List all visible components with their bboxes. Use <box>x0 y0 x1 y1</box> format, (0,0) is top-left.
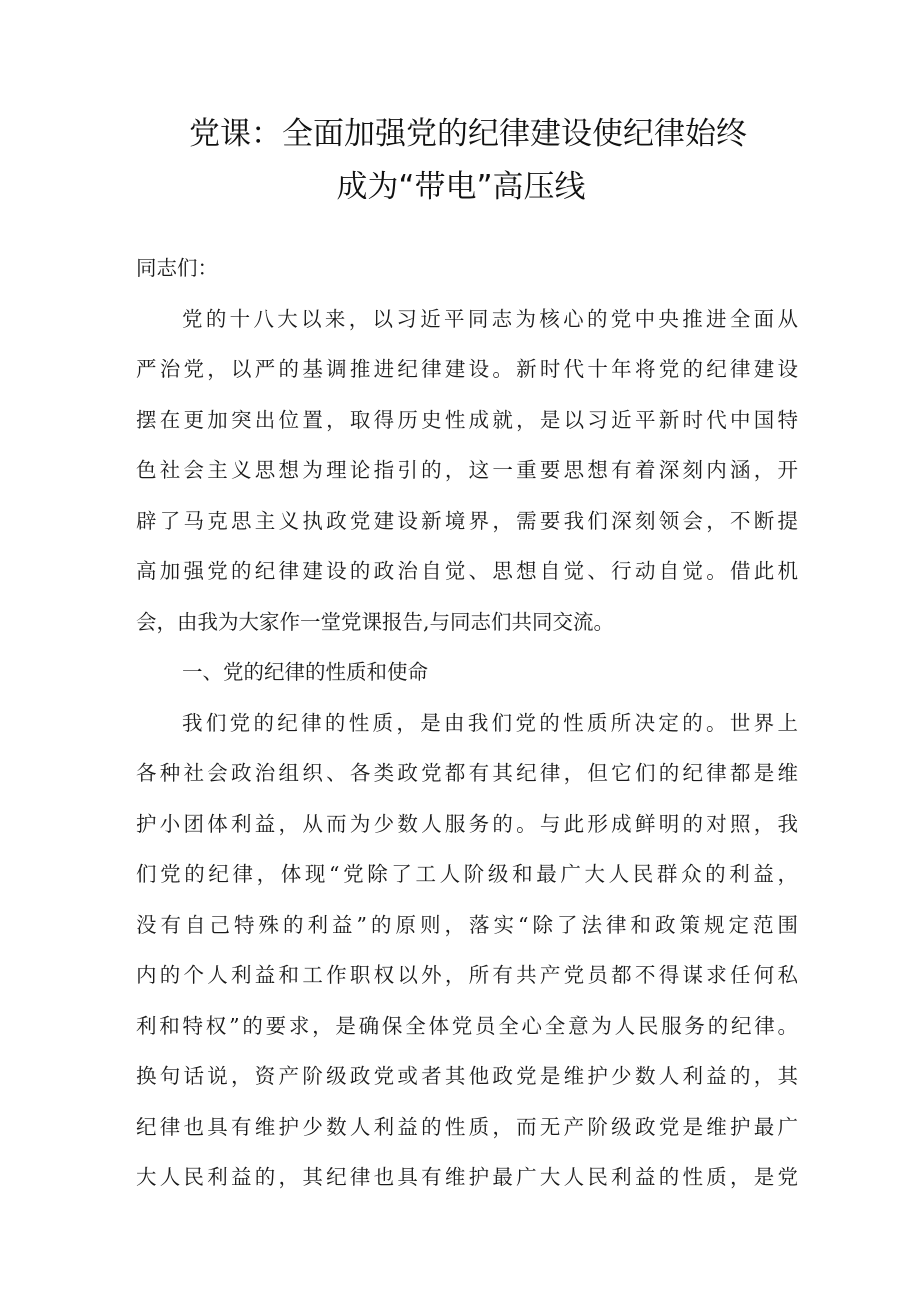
paragraph-line: 没有自己特殊的利益”的原则，落实“除了法律和政策规定范围 <box>136 912 798 937</box>
paragraph-line: 利和特权”的要求，是确保全体党员全心全意为人民服务的纪律。 <box>136 1013 798 1038</box>
paragraph-line: 严治党，以严的基调推进纪律建设。新时代十年将党的纪律建设 <box>136 357 798 381</box>
paragraph-line: 换句话说，资产阶级政党或者其他政党是维护少数人利益的，其 <box>136 1064 798 1088</box>
title-line-1: 党课：全面加强党的纪律建设使纪律始终 <box>189 116 747 152</box>
paragraph-line: 护小团体利益，从而为少数人服务的。与此形成鲜明的对照，我 <box>136 811 798 836</box>
paragraph-line: 纪律也具有维护少数人利益的性质，而无产阶级政党是维护最广 <box>136 1114 798 1139</box>
paragraph-line: 我们党的纪律的性质，是由我们党的性质所决定的。世界上 <box>182 710 798 735</box>
title-line-2: 成为“带电”高压线 <box>336 169 586 205</box>
paragraph-line: 色社会主义思想为理论指引的，这一重要思想有着深刻内涵，开 <box>136 458 798 482</box>
document-title <box>0 108 920 214</box>
paragraph-line: 们党的纪律，体现“党除了工人阶级和最广大人民群众的利益， <box>136 862 798 886</box>
paragraph-line: 大人民利益的，其纪律也具有维护最广大人民利益的性质，是党 <box>136 1165 798 1189</box>
paragraph-line: 内的个人利益和工作职权以外，所有共产党员都不得谋求任何私 <box>136 963 798 987</box>
paragraph-line: 辟了马克思主义执政党建设新境界，需要我们深刻领会，不断提 <box>136 508 798 533</box>
paragraph-line: 党的十八大以来，以习近平同志为核心的党中央推进全面从 <box>182 306 798 331</box>
paragraph-line: 会，由我为大家作一堂党课报告,与同志们共同交流。 <box>136 609 615 634</box>
paragraph-line: 高加强党的纪律建设的政治自觉、思想自觉、行动自觉。借此机 <box>136 559 798 583</box>
section-heading: 一、党的纪律的性质和使命 <box>182 660 428 684</box>
salutation: 同志们： <box>136 256 218 280</box>
document-body <box>136 243 798 1203</box>
paragraph-line: 摆在更加突出位置，取得历史性成就，是以习近平新时代中国特 <box>136 407 798 432</box>
paragraph-line: 各种社会政治组织、各类政党都有其纪律，但它们的纪律都是维 <box>136 761 798 785</box>
